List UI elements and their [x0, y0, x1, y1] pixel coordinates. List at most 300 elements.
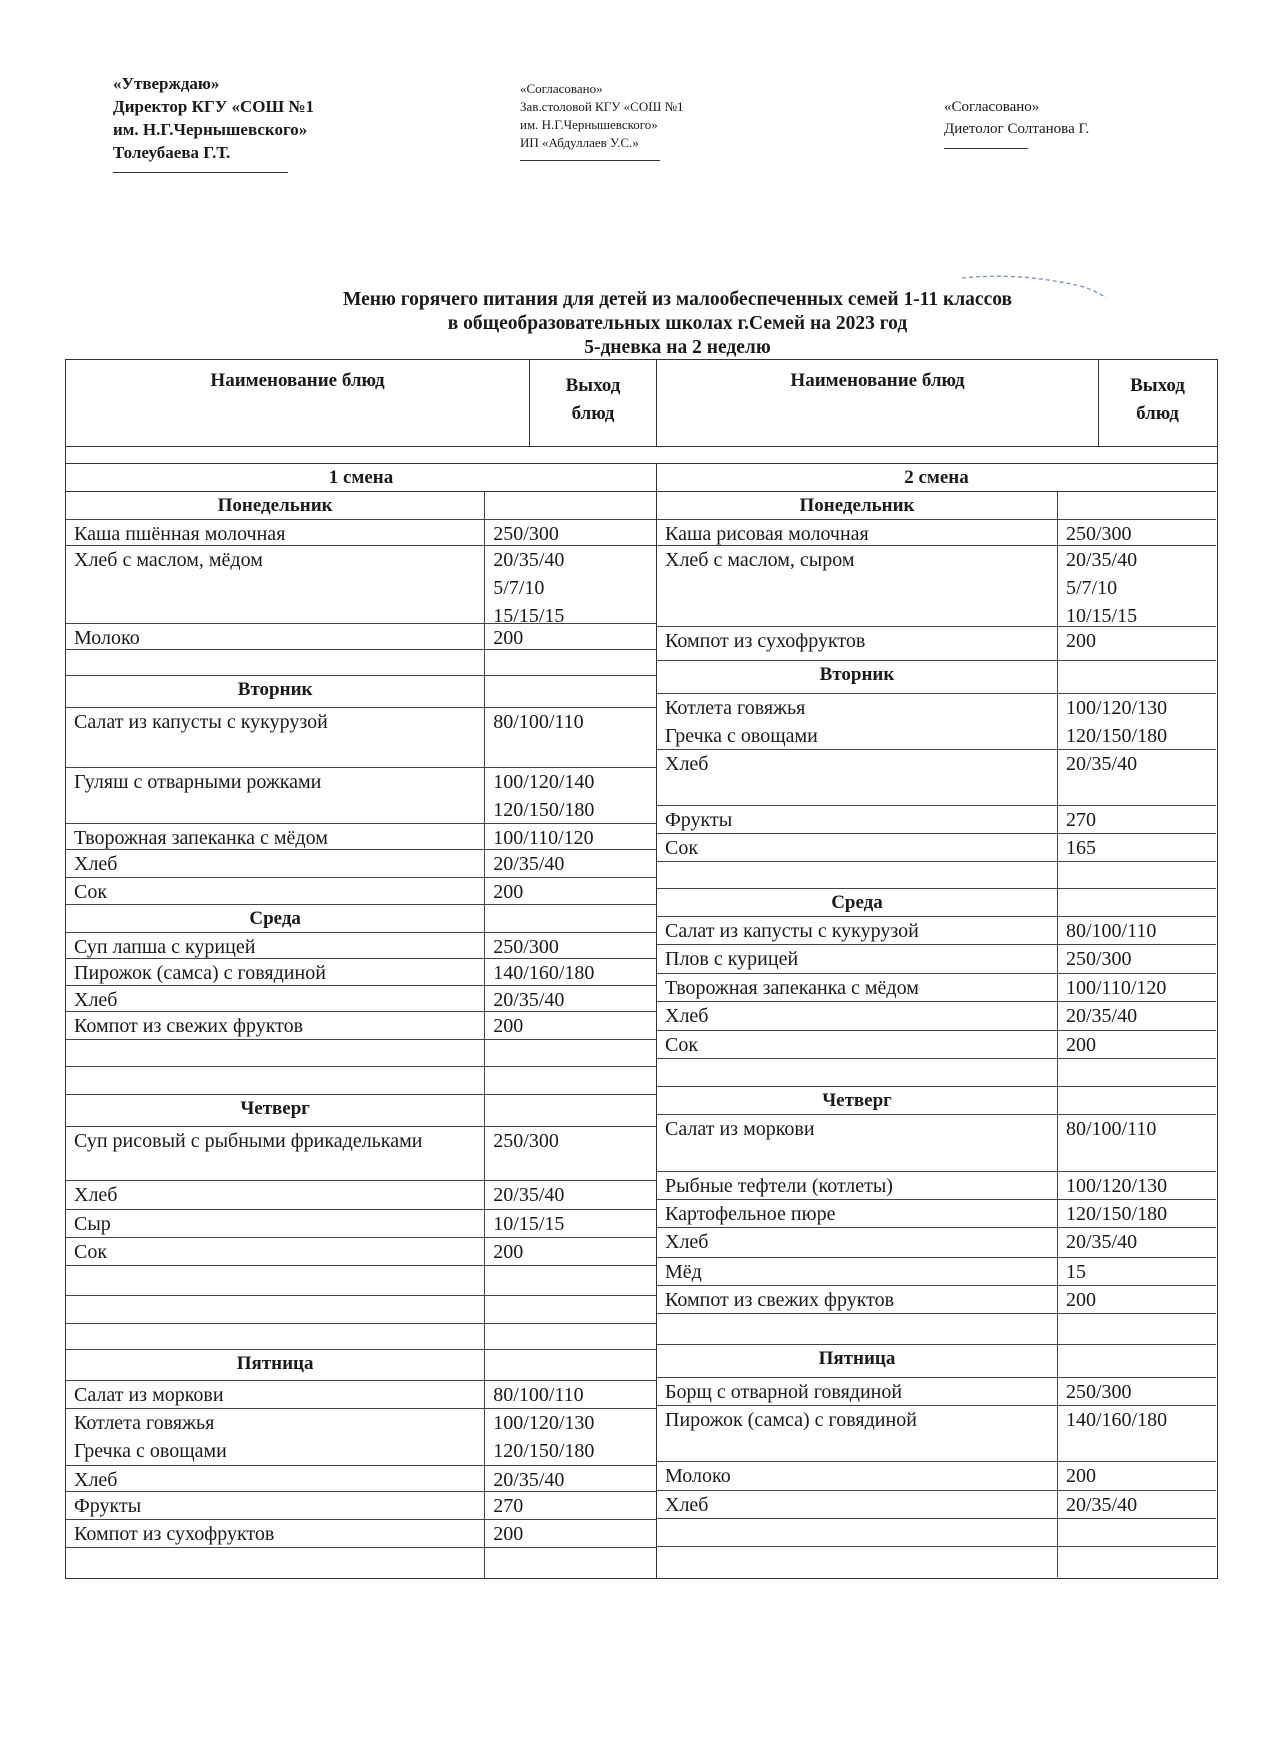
- yield-value: 20/35/40: [1066, 1005, 1138, 1027]
- yield-cell: [485, 1127, 656, 1180]
- dish-name-cell: [66, 1040, 485, 1066]
- dish-name-cell: [657, 917, 1058, 944]
- day-heading-row: [66, 1350, 656, 1381]
- dish-name-cell: [66, 1012, 485, 1039]
- yield-value: 100/110/120: [1066, 977, 1167, 999]
- shift-columns: [66, 464, 1217, 1578]
- yield-cell: [485, 1040, 656, 1066]
- dish-name: Котлета говяжья: [74, 1412, 215, 1434]
- yield-cell: [485, 1095, 656, 1126]
- dish-name: Четверг: [822, 1090, 892, 1111]
- day-heading-row: [657, 889, 1216, 917]
- table-row: [66, 1127, 656, 1181]
- yield-value: 80/100/110: [493, 711, 584, 733]
- signature-line: [113, 172, 288, 173]
- dish-name: Четверг: [240, 1098, 310, 1119]
- dish-name: Компот из свежих фруктов: [74, 1015, 304, 1037]
- yield-value: 100/120/130: [1066, 697, 1168, 719]
- dish-name-cell: [657, 1286, 1058, 1313]
- dish-name-cell: [66, 1067, 485, 1094]
- table-row: [657, 1200, 1216, 1228]
- yield-cell: [1058, 1087, 1216, 1114]
- dish-name: Хлеб: [665, 1494, 709, 1516]
- dish-name: Пирожок (самса) с говядиной: [74, 962, 326, 984]
- dish-name: Мёд: [665, 1261, 702, 1283]
- approval-line: Директор КГУ «СОШ №1: [113, 97, 314, 116]
- yield-cell: [485, 1492, 656, 1519]
- yield-value: 100/120/130: [493, 1412, 595, 1434]
- dish-name: Сок: [665, 837, 699, 859]
- dish-name-cell: [66, 986, 485, 1011]
- dish-name-cell: [66, 1266, 485, 1295]
- dish-name-cell: [66, 520, 485, 545]
- day-name: [66, 905, 485, 932]
- dish-name-cell: [66, 546, 485, 623]
- yield-cell: [485, 520, 656, 545]
- title-line-2: в общеобразовательных школах г.Семей на 2023 год: [447, 313, 908, 334]
- day-name: [657, 661, 1058, 693]
- yield-cell: [1058, 492, 1216, 519]
- dish-name: Хлеб с маслом, мёдом: [74, 549, 263, 571]
- yield-cell: [485, 850, 656, 877]
- yield-value: 200: [1066, 1289, 1096, 1311]
- yield-value: 140/160/180: [1066, 1409, 1168, 1431]
- yield-cell: [1058, 694, 1216, 749]
- dish-name-cell: [66, 850, 485, 877]
- yield-value: 80/100/110: [1066, 920, 1157, 942]
- dish-name: Пятница: [236, 1353, 314, 1374]
- table-row: [66, 1520, 656, 1548]
- day-heading-row: [657, 492, 1216, 520]
- dish-name: Пятница: [818, 1348, 896, 1369]
- shift1-column: [66, 464, 657, 1578]
- approval-block-director: [113, 72, 314, 173]
- yield-value: 20/35/40: [493, 549, 565, 571]
- table-row: [66, 933, 656, 959]
- yield-value: 250/300: [1066, 523, 1132, 545]
- yield-cell: [485, 492, 656, 519]
- table-row: [66, 824, 656, 850]
- table-row: [66, 1296, 656, 1324]
- dish-name-cell: [66, 624, 485, 649]
- yield-cell: [485, 1238, 656, 1265]
- dish-name-cell: [66, 768, 485, 823]
- yield-cell: [1058, 1059, 1216, 1086]
- dish-name-cell: [66, 1238, 485, 1265]
- yield-value: 200: [493, 881, 524, 903]
- dish-name: Компот из свежих фруктов: [665, 1289, 895, 1311]
- table-row: [66, 708, 656, 768]
- yield-value: 80/100/110: [493, 1384, 584, 1406]
- approval-line: «Утверждаю»: [113, 74, 220, 93]
- yield-cell: [485, 1296, 656, 1323]
- table-row: [657, 1172, 1216, 1200]
- yield-cell: [485, 878, 656, 904]
- table-row: [657, 1031, 1216, 1059]
- approval-line: Толеубаева Г.Т.: [113, 143, 231, 162]
- yield-cell: [1058, 806, 1216, 833]
- yield-value: 200: [1066, 630, 1096, 652]
- yield-value: 15: [1066, 1261, 1086, 1283]
- yield-value: 15/15/15: [493, 605, 565, 627]
- dish-name: Картофельное пюре: [665, 1203, 836, 1225]
- dish-name: Среда: [249, 908, 301, 929]
- yield-cell: [1058, 974, 1216, 1001]
- dish-name: Творожная запеканка с мёдом: [665, 977, 919, 999]
- dish-name-cell: [66, 1127, 485, 1180]
- yield-cell: [485, 1210, 656, 1237]
- dish-name-cell: [657, 1378, 1058, 1405]
- day-heading-row: [66, 1095, 656, 1127]
- yield-value: 120/150/180: [1066, 725, 1168, 747]
- day-name: [657, 889, 1058, 916]
- dish-name: Суп рисовый с рыбными фрикадельками: [74, 1130, 423, 1152]
- yield-cell: [485, 1181, 656, 1209]
- table-row: [657, 834, 1216, 862]
- dish-name-cell: [657, 1314, 1058, 1344]
- title-line-3: 5-дневка на 2 неделю: [584, 337, 771, 358]
- dish-name: Каша рисовая молочная: [665, 523, 869, 545]
- dish-name: Салат из моркови: [665, 1118, 815, 1140]
- yield-value: 5/7/10: [493, 577, 545, 599]
- yield-cell: [485, 1520, 656, 1547]
- dish-name-cell: [657, 1031, 1058, 1058]
- yield-value: 100/120/130: [1066, 1175, 1168, 1197]
- yield-value: 20/35/40: [493, 1469, 565, 1491]
- table-row: [66, 1012, 656, 1040]
- dish-name-cell: [657, 1547, 1058, 1577]
- dish-name-cell: [66, 878, 485, 904]
- dish-name: Борщ с отварной говядиной: [665, 1381, 903, 1403]
- table-row: [66, 1324, 656, 1350]
- table-row: [66, 650, 656, 676]
- dish-name: Вторник: [819, 664, 895, 685]
- dish-name-cell: [657, 1115, 1058, 1171]
- dish-name-cell: [657, 834, 1058, 861]
- dish-name: Вторник: [237, 679, 313, 700]
- approval-line: «Согласовано»: [944, 99, 1040, 115]
- dish-name-cell: [657, 1200, 1058, 1227]
- shift1-label: 1 смена: [66, 464, 656, 492]
- header-dish-name-right: Наименование блюд: [657, 360, 1099, 446]
- yield-cell: [485, 933, 656, 958]
- dish-name: Салат из капусты с кукурузой: [74, 711, 328, 733]
- dish-name: Молоко: [665, 1465, 731, 1487]
- dish-name: Сыр: [74, 1213, 111, 1235]
- shift2-rows: [657, 492, 1216, 1577]
- table-row: [657, 917, 1216, 945]
- yield-value: 200: [493, 627, 524, 649]
- yield-value: 20/35/40: [1066, 549, 1138, 571]
- yield-value: 20/35/40: [493, 989, 565, 1011]
- dish-name-cell: [657, 546, 1058, 626]
- yield-cell: [1058, 546, 1216, 626]
- dish-name-cell: [657, 1406, 1058, 1461]
- dish-name-cell: [66, 1210, 485, 1237]
- yield-cell: [1058, 1200, 1216, 1227]
- table-row: [657, 1314, 1216, 1345]
- yield-value: 5/7/10: [1066, 577, 1118, 599]
- table-row: [657, 1258, 1216, 1286]
- dish-name-cell: [66, 933, 485, 958]
- shift2-label: 2 смена: [657, 464, 1216, 492]
- table-row: [657, 1519, 1216, 1547]
- yield-value: 200: [1066, 1034, 1096, 1056]
- dish-name-cell: [657, 1059, 1058, 1086]
- table-row: [66, 1210, 656, 1238]
- table-row: [657, 694, 1216, 750]
- table-row: [66, 1548, 656, 1578]
- dish-name-cell: [66, 650, 485, 675]
- table-row: [66, 1067, 656, 1095]
- yield-value: 100/120/140: [493, 771, 595, 793]
- yield-cell: [485, 905, 656, 932]
- yield-cell: [485, 1350, 656, 1380]
- approval-line: ИП «Абдуллаев У.С.»: [520, 135, 639, 150]
- yield-cell: [1058, 834, 1216, 861]
- approval-line: «Согласовано»: [520, 81, 603, 96]
- approval-line: им. Н.Г.Чернышевского»: [520, 117, 658, 132]
- dish-name-cell: [657, 1258, 1058, 1285]
- dish-name: Компот из сухофруктов: [74, 1523, 275, 1545]
- dish-name-cell: [66, 708, 485, 767]
- day-heading-row: [657, 1087, 1216, 1115]
- yield-cell: [1058, 1491, 1216, 1518]
- dish-name: Хлеб: [74, 853, 118, 875]
- table-row: [66, 624, 656, 650]
- yield-cell: [1058, 917, 1216, 944]
- dish-name-cell: [657, 974, 1058, 1001]
- yield-cell: [485, 624, 656, 649]
- table-row: [657, 806, 1216, 834]
- dish-name: Понедельник: [799, 495, 915, 516]
- yield-cell: [1058, 862, 1216, 888]
- yield-cell: [485, 546, 656, 627]
- dish-name: Плов с курицей: [665, 948, 799, 970]
- dish-name-cell: [66, 824, 485, 849]
- dish-name: Молоко: [74, 627, 140, 649]
- yield-cell: [485, 824, 656, 849]
- yield-cell: [1058, 1406, 1216, 1461]
- dish-name-cell: [657, 945, 1058, 973]
- table-row: [66, 878, 656, 905]
- table-row: [66, 520, 656, 546]
- table-row: [657, 546, 1216, 627]
- dish-name: Хлеб: [74, 989, 118, 1011]
- dish-name-cell: [657, 627, 1058, 660]
- yield-value: 250/300: [493, 523, 559, 545]
- title-line-1: Меню горячего питания для детей из малообеспеченных семей 1-11 классов: [342, 289, 1013, 310]
- day-name: [657, 492, 1058, 519]
- dish-name: Суп лапша с курицей: [74, 936, 256, 958]
- yield-value: 20/35/40: [493, 853, 565, 875]
- dish-name-cell: [657, 520, 1058, 545]
- day-name: [657, 1345, 1058, 1377]
- yield-value: 270: [1066, 809, 1096, 831]
- table-row: [657, 1115, 1216, 1172]
- day-heading-row: [657, 1345, 1216, 1378]
- yield-cell: [485, 650, 656, 675]
- table-row: [66, 1409, 656, 1466]
- yield-value: 200: [493, 1523, 524, 1545]
- yield-value: 165: [1066, 837, 1096, 859]
- shift2-column: [657, 464, 1216, 1578]
- table-row: [66, 1466, 656, 1492]
- dish-name-cell: [657, 1172, 1058, 1199]
- dish-name-cell: [66, 1381, 485, 1408]
- yield-cell: [485, 1012, 656, 1039]
- table-row: [66, 1040, 656, 1067]
- yield-cell: [1058, 945, 1216, 973]
- yield-value: 120/150/180: [1066, 1203, 1168, 1225]
- dish-name-cell: [657, 1228, 1058, 1257]
- table-row: [66, 1492, 656, 1520]
- dish-name: Хлеб с маслом, сыром: [665, 549, 855, 571]
- day-heading-row: [657, 661, 1216, 694]
- dish-name-second: Гречка с овощами: [74, 1440, 227, 1462]
- yield-cell: [1058, 889, 1216, 916]
- yield-cell: [485, 1067, 656, 1094]
- table-row: [66, 1266, 656, 1296]
- dish-name: Сок: [74, 881, 108, 903]
- dish-name: Пирожок (самса) с говядиной: [665, 1409, 917, 1431]
- approval-block-dietitian: [944, 96, 1089, 149]
- dish-name-cell: [66, 1492, 485, 1519]
- dish-name: Творожная запеканка с мёдом: [74, 827, 328, 849]
- header-yield-line2: блюд: [571, 403, 615, 424]
- day-heading-row: [66, 905, 656, 933]
- yield-cell: [485, 1466, 656, 1491]
- table-row: [657, 1286, 1216, 1314]
- dish-name: Хлеб: [665, 753, 709, 775]
- day-heading-row: [66, 492, 656, 520]
- dish-name: Хлеб: [74, 1184, 118, 1206]
- yield-cell: [1058, 750, 1216, 805]
- table-header: [66, 360, 1217, 447]
- dish-name: Котлета говяжья: [665, 697, 806, 719]
- table-row: [657, 1059, 1216, 1087]
- dish-name: Гуляш с отварными рожками: [74, 771, 322, 793]
- table-row: [657, 627, 1216, 661]
- yield-cell: [1058, 1286, 1216, 1313]
- table-row: [657, 1547, 1216, 1577]
- yield-value: 100/110/120: [493, 827, 594, 849]
- menu-table: [65, 359, 1218, 1579]
- dish-name-cell: [66, 1409, 485, 1465]
- dish-name: Салат из капусты с кукурузой: [665, 920, 919, 942]
- table-row: [66, 986, 656, 1012]
- table-row: [66, 1238, 656, 1266]
- table-row: [657, 1491, 1216, 1519]
- yield-cell: [485, 708, 656, 767]
- dish-name: Понедельник: [217, 495, 333, 516]
- dish-name: Хлеб: [74, 1469, 118, 1491]
- table-row: [657, 1406, 1216, 1462]
- table-row: [66, 768, 656, 824]
- table-row: [657, 1462, 1216, 1491]
- yield-value: 10/15/15: [493, 1213, 565, 1235]
- yield-value: 250/300: [1066, 948, 1132, 970]
- yield-value: 250/300: [493, 936, 559, 958]
- yield-cell: [1058, 1115, 1216, 1171]
- yield-value: 20/35/40: [1066, 753, 1138, 775]
- dish-name-cell: [657, 694, 1058, 749]
- dish-name: Хлеб: [665, 1005, 709, 1027]
- dish-name-cell: [66, 1466, 485, 1491]
- header-spacer-row: [66, 447, 1217, 464]
- yield-value: 140/160/180: [493, 962, 595, 984]
- approval-block-canteen: [520, 80, 684, 161]
- approval-line: им. Н.Г.Чернышевского»: [113, 120, 308, 139]
- yield-value: 200: [493, 1015, 524, 1037]
- signature-line: [520, 160, 660, 161]
- yield-value: 120/150/180: [493, 799, 595, 821]
- table-row: [66, 1181, 656, 1210]
- yield-value: 10/15/15: [1066, 605, 1138, 627]
- dish-name-cell: [66, 1548, 485, 1578]
- yield-cell: [1058, 1378, 1216, 1405]
- yield-cell: [485, 676, 656, 707]
- yield-cell: [1058, 1228, 1216, 1257]
- dish-name-cell: [657, 1002, 1058, 1030]
- dish-name-cell: [657, 1491, 1058, 1518]
- dish-name-second: Гречка с овощами: [665, 725, 818, 747]
- signature-line: [944, 148, 1028, 149]
- yield-cell: [1058, 1314, 1216, 1344]
- yield-cell: [1058, 1547, 1216, 1577]
- day-name: [66, 492, 485, 519]
- dish-name-cell: [657, 862, 1058, 888]
- dish-name: Каша пшённая молочная: [74, 523, 286, 545]
- header-yield-left: [530, 360, 657, 446]
- dish-name-cell: [657, 806, 1058, 833]
- table-row: [657, 862, 1216, 889]
- table-row: [66, 546, 656, 627]
- table-row: [657, 974, 1216, 1002]
- dish-name: Рыбные тефтели (котлеты): [665, 1175, 893, 1197]
- yield-cell: [485, 1409, 656, 1465]
- dish-name-cell: [657, 1462, 1058, 1490]
- header-dish-name-left: Наименование блюд: [66, 360, 530, 446]
- dish-name: Фрукты: [74, 1495, 142, 1517]
- approval-line: Диетолог Солтанова Г.: [944, 121, 1090, 137]
- yield-value: 270: [493, 1495, 524, 1517]
- table-row: [657, 1378, 1216, 1406]
- yield-cell: [1058, 627, 1216, 660]
- table-row: [66, 959, 656, 986]
- header-yield-line1: Выход: [565, 375, 621, 396]
- day-name: [66, 1095, 485, 1126]
- yield-cell: [485, 1266, 656, 1295]
- dish-name-cell: [66, 1296, 485, 1323]
- day-heading-row: [66, 676, 656, 708]
- yield-cell: [1058, 1002, 1216, 1030]
- table-row: [66, 850, 656, 878]
- table-row: [657, 945, 1216, 974]
- yield-value: 80/100/110: [1066, 1118, 1157, 1140]
- approval-line: Зав.столовой КГУ «СОШ №1: [520, 99, 684, 114]
- yield-value: 200: [493, 1241, 524, 1263]
- dish-name-cell: [657, 750, 1058, 805]
- day-name: [66, 1350, 485, 1380]
- day-name: [657, 1087, 1058, 1114]
- dish-name-cell: [657, 1519, 1058, 1546]
- header-yield-right: [1099, 360, 1216, 446]
- dish-name: Сок: [74, 1241, 108, 1263]
- yield-cell: [1058, 1519, 1216, 1546]
- dish-name: Компот из сухофруктов: [665, 630, 866, 652]
- yield-value: 20/35/40: [1066, 1494, 1138, 1516]
